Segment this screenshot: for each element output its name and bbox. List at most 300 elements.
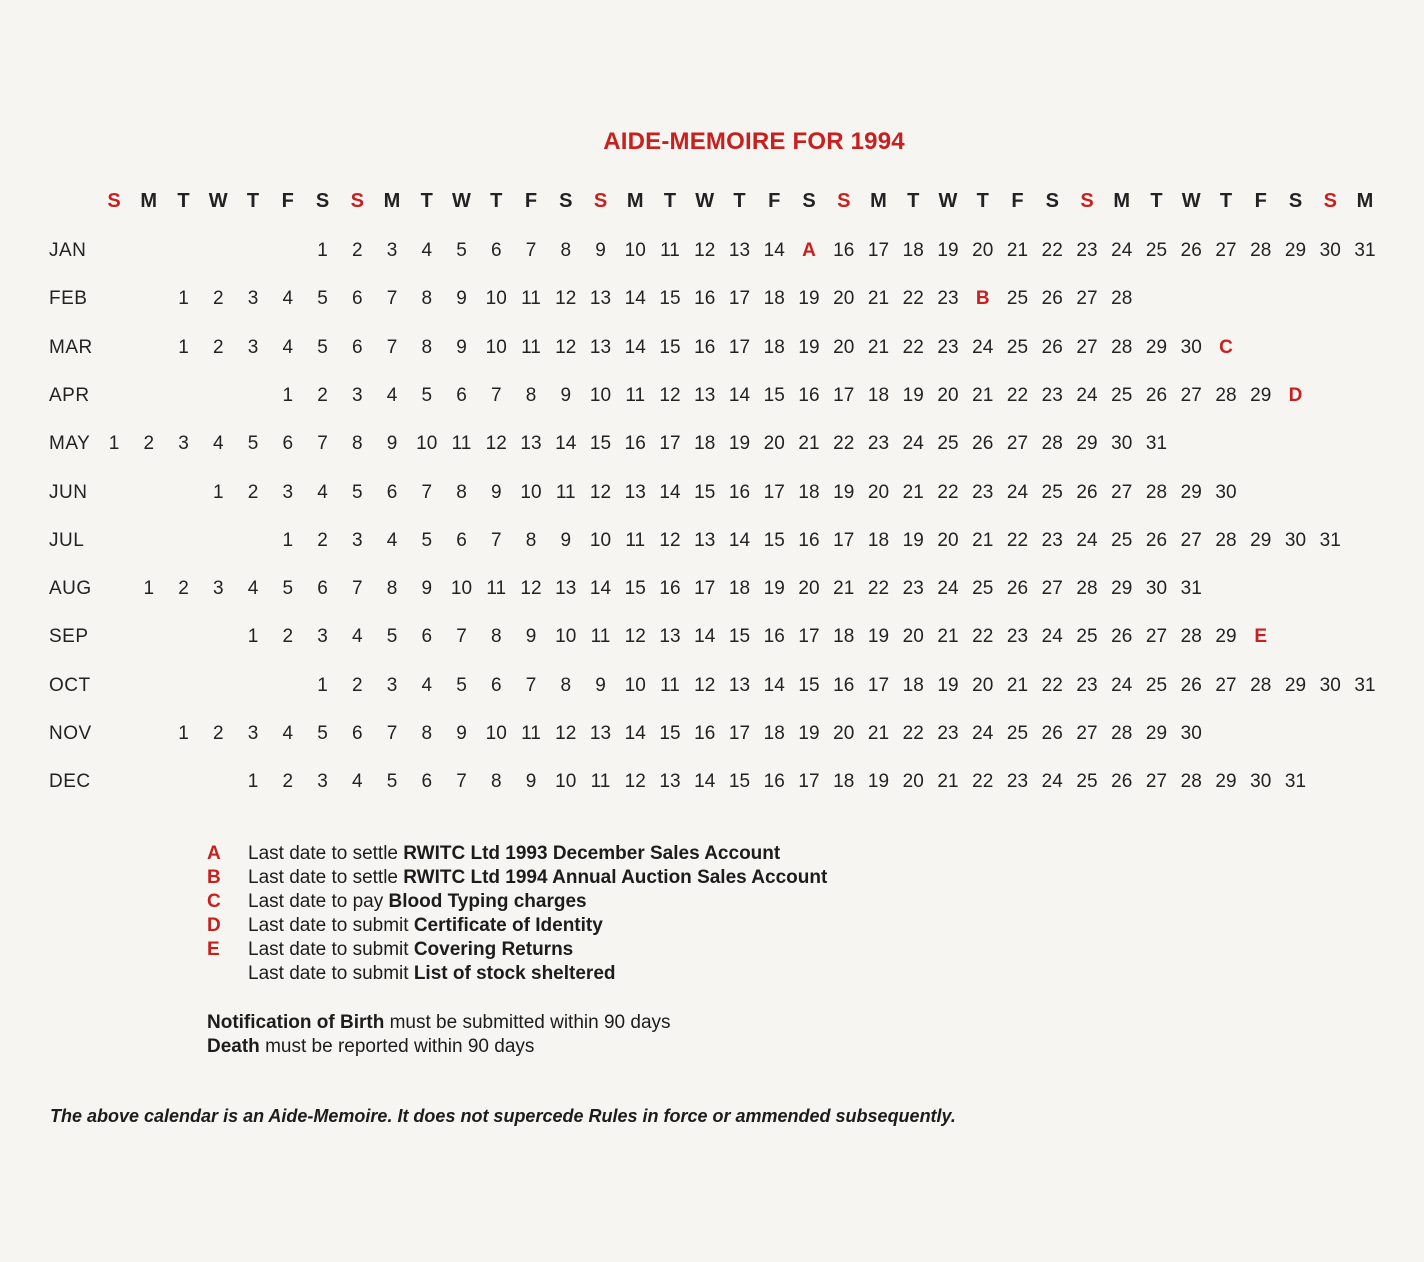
legend-letter: D xyxy=(207,915,221,936)
day-number: 26 xyxy=(1180,674,1202,696)
day-number: 17 xyxy=(763,481,785,503)
day-number: 10 xyxy=(485,336,507,358)
day-number: 10 xyxy=(485,288,507,310)
day-number: 18 xyxy=(763,336,785,358)
day-number: 25 xyxy=(1006,723,1029,744)
weekday-header: S xyxy=(1288,190,1303,212)
day-number: 3 xyxy=(351,529,363,551)
day-number: 7 xyxy=(317,433,328,455)
day-number: 14 xyxy=(763,674,785,696)
weekday-header: W xyxy=(938,190,958,212)
day-number: 7 xyxy=(351,578,363,600)
day-number: 18 xyxy=(902,674,924,696)
day-number: 7 xyxy=(386,723,398,744)
day-number: 12 xyxy=(694,240,716,261)
month-row-nov xyxy=(0,723,1424,753)
day-number: 17 xyxy=(659,433,681,455)
day-number: 16 xyxy=(798,529,820,551)
month-label: AUG xyxy=(49,578,92,600)
legend-text-subject: Certificate of Identity xyxy=(413,915,603,936)
legend-text-subject: RWITC Ltd 1993 December Sales Account xyxy=(403,843,781,864)
day-number: 27 xyxy=(1076,336,1098,358)
day-number: 8 xyxy=(560,674,572,696)
day-number: 24 xyxy=(1111,674,1133,696)
day-number: 22 xyxy=(833,433,855,455)
day-number: 30 xyxy=(1250,771,1272,793)
day-number: 16 xyxy=(659,578,681,600)
day-number: 25 xyxy=(1041,481,1063,503)
day-number: 1 xyxy=(178,723,189,744)
day-number: 4 xyxy=(282,336,294,358)
weekday-header: T xyxy=(663,190,677,212)
day-number: 1 xyxy=(282,384,294,406)
weekday-header: W xyxy=(695,190,715,212)
day-number: 22 xyxy=(937,481,959,503)
deadline-marker: C xyxy=(1219,336,1233,358)
legend-text-subject: List of stock sheltered xyxy=(413,963,616,984)
day-number: 8 xyxy=(560,240,572,261)
day-number: 4 xyxy=(351,771,363,793)
day-number: 21 xyxy=(1006,674,1029,696)
day-number: 6 xyxy=(351,723,363,744)
day-number: 9 xyxy=(456,336,467,358)
day-number: 1 xyxy=(178,288,189,310)
day-number: 27 xyxy=(1180,384,1202,406)
legend-text xyxy=(248,962,616,986)
day-number: 8 xyxy=(351,433,363,455)
weekday-header: T xyxy=(177,190,190,212)
weekday-header: T xyxy=(1219,190,1233,212)
weekday-header: S xyxy=(593,190,608,212)
day-number: 20 xyxy=(833,288,855,310)
day-number: 12 xyxy=(555,336,577,358)
day-number: 5 xyxy=(421,529,433,551)
day-number: 11 xyxy=(451,433,472,455)
day-number: 18 xyxy=(763,288,785,310)
day-number: 2 xyxy=(317,384,328,406)
day-number: 22 xyxy=(1006,384,1029,406)
day-number: 13 xyxy=(589,288,612,310)
day-number: 13 xyxy=(589,723,612,744)
day-number: 27 xyxy=(1215,674,1237,696)
day-number: 21 xyxy=(833,578,855,600)
legend-letter: B xyxy=(207,867,221,888)
month-row-dec xyxy=(0,771,1424,801)
day-number: 21 xyxy=(1006,240,1029,261)
day-number: 10 xyxy=(485,723,507,744)
day-number: 13 xyxy=(659,626,681,648)
day-number: 6 xyxy=(317,578,328,600)
day-number: 25 xyxy=(1145,240,1168,261)
day-number: 6 xyxy=(490,240,502,261)
day-number: 3 xyxy=(351,384,363,406)
day-number: 2 xyxy=(212,288,224,310)
day-number: 19 xyxy=(867,771,890,793)
day-number: 13 xyxy=(728,674,751,696)
day-number: 9 xyxy=(386,433,398,455)
day-number: 11 xyxy=(660,240,680,261)
day-number: 16 xyxy=(694,336,716,358)
day-number: 14 xyxy=(624,723,646,744)
day-number: 31 xyxy=(1284,771,1307,793)
legend-text xyxy=(248,866,827,890)
day-number: 26 xyxy=(1111,771,1133,793)
note-subject: Death xyxy=(207,1036,260,1057)
day-number: 5 xyxy=(317,288,328,310)
weekday-header: F xyxy=(768,190,781,212)
day-number: 5 xyxy=(421,384,433,406)
weekday-header: W xyxy=(208,190,228,212)
day-number: 5 xyxy=(351,481,363,503)
deadline-marker: A xyxy=(802,240,816,261)
day-number: 27 xyxy=(1145,771,1168,793)
day-number: 28 xyxy=(1111,288,1133,310)
day-number: 1 xyxy=(247,626,259,648)
weekday-header: T xyxy=(976,190,989,212)
day-number: 17 xyxy=(728,288,751,310)
day-number: 30 xyxy=(1215,481,1237,503)
weekday-header: T xyxy=(907,190,920,212)
day-number: 28 xyxy=(1250,674,1272,696)
day-number: 10 xyxy=(624,240,646,261)
day-number: 24 xyxy=(1076,529,1098,551)
day-number: 3 xyxy=(317,626,328,648)
weekday-header: M xyxy=(383,190,401,212)
day-number: 10 xyxy=(416,433,438,455)
weekday-header: F xyxy=(1011,190,1024,212)
month-label: JUL xyxy=(49,529,85,551)
day-number: 25 xyxy=(1006,288,1029,310)
day-number: 15 xyxy=(694,481,716,503)
day-number: 10 xyxy=(555,771,577,793)
day-number: 19 xyxy=(798,336,820,358)
day-number: 31 xyxy=(1354,240,1376,261)
day-number: 2 xyxy=(351,674,363,696)
day-number: 23 xyxy=(902,578,924,600)
day-number: 23 xyxy=(1041,384,1063,406)
day-number: 9 xyxy=(595,240,606,261)
day-number: 17 xyxy=(867,240,890,261)
day-number: 11 xyxy=(521,288,541,310)
day-number: 13 xyxy=(659,771,681,793)
day-number: 28 xyxy=(1250,240,1272,261)
legend-letter: C xyxy=(207,891,221,912)
weekday-header: F xyxy=(281,190,294,212)
month-row-feb xyxy=(0,288,1424,318)
day-number: 5 xyxy=(317,336,328,358)
day-number: 15 xyxy=(728,626,751,648)
day-number: 18 xyxy=(833,626,855,648)
deadline-marker: E xyxy=(1254,626,1268,648)
month-label: SEP xyxy=(49,626,89,648)
day-number: 18 xyxy=(763,723,785,744)
day-number: 4 xyxy=(282,288,294,310)
day-number: 29 xyxy=(1250,384,1272,406)
notes xyxy=(207,1011,671,1059)
day-number: 14 xyxy=(694,626,716,648)
day-number: 29 xyxy=(1145,723,1168,744)
month-label: DEC xyxy=(49,771,91,793)
day-number: 23 xyxy=(937,336,959,358)
weekday-header: S xyxy=(837,190,851,212)
day-number: 4 xyxy=(212,433,224,455)
weekday-header: S xyxy=(1323,190,1337,212)
day-number: 12 xyxy=(624,626,646,648)
day-number: 3 xyxy=(247,723,259,744)
day-number: 16 xyxy=(833,674,855,696)
legend-text-subject: RWITC Ltd 1994 Annual Auction Sales Account xyxy=(403,867,828,888)
day-number: 11 xyxy=(590,771,611,793)
day-number: 27 xyxy=(1006,433,1029,455)
day-number: 30 xyxy=(1111,433,1133,455)
day-number: 20 xyxy=(867,481,890,503)
day-number: 17 xyxy=(728,336,751,358)
day-number: 15 xyxy=(763,384,785,406)
day-number: 2 xyxy=(212,723,224,744)
day-number: 10 xyxy=(520,481,542,503)
day-number: 28 xyxy=(1076,578,1098,600)
day-number: 9 xyxy=(421,578,433,600)
day-number: 8 xyxy=(490,626,502,648)
day-number: 31 xyxy=(1180,578,1202,600)
day-number: 6 xyxy=(386,481,398,503)
day-number: 9 xyxy=(456,288,467,310)
day-number: 3 xyxy=(317,771,328,793)
day-number: 7 xyxy=(490,384,502,406)
day-number: 9 xyxy=(560,384,572,406)
day-number: 7 xyxy=(490,529,502,551)
day-number: 24 xyxy=(972,723,994,744)
day-number: 20 xyxy=(763,433,785,455)
day-number: 16 xyxy=(728,481,751,503)
day-number: 21 xyxy=(867,336,890,358)
day-number: 23 xyxy=(1076,674,1098,696)
weekday-header-row xyxy=(0,190,1424,220)
day-number: 6 xyxy=(351,288,363,310)
day-number: 14 xyxy=(659,481,681,503)
month-label: APR xyxy=(49,384,90,406)
day-number: 12 xyxy=(520,578,542,600)
month-label: NOV xyxy=(49,723,92,744)
day-number: 19 xyxy=(937,240,959,261)
day-number: 21 xyxy=(972,529,994,551)
day-number: 8 xyxy=(456,481,467,503)
month-label: MAR xyxy=(49,336,93,358)
month-row-jan xyxy=(0,240,1424,270)
day-number: 4 xyxy=(421,674,433,696)
day-number: 22 xyxy=(902,723,924,744)
day-number: 14 xyxy=(694,771,716,793)
day-number: 19 xyxy=(902,529,924,551)
day-number: 13 xyxy=(624,481,646,503)
month-row-jun xyxy=(0,482,1424,512)
day-number: 7 xyxy=(525,240,537,261)
day-number: 12 xyxy=(555,723,577,744)
day-number: 16 xyxy=(694,723,716,744)
day-number: 7 xyxy=(456,771,467,793)
legend-text-prefix: Last date to settle xyxy=(248,867,404,888)
day-number: 30 xyxy=(1180,336,1202,358)
legend-text xyxy=(248,842,780,866)
day-number: 17 xyxy=(867,674,890,696)
day-number: 3 xyxy=(247,336,259,358)
day-number: 14 xyxy=(589,578,612,600)
day-number: 16 xyxy=(694,288,716,310)
day-number: 3 xyxy=(386,674,398,696)
legend-text xyxy=(248,890,587,914)
weekday-header: M xyxy=(1113,190,1131,212)
month-row-may xyxy=(0,433,1424,463)
day-number: 14 xyxy=(728,384,751,406)
day-number: 18 xyxy=(902,240,924,261)
day-number: 15 xyxy=(659,723,681,744)
day-number: 14 xyxy=(624,288,646,310)
day-number: 29 xyxy=(1250,529,1272,551)
weekday-header: M xyxy=(870,190,887,212)
day-number: 28 xyxy=(1145,481,1168,503)
day-number: 29 xyxy=(1215,771,1237,793)
day-number: 25 xyxy=(972,578,994,600)
day-number: 11 xyxy=(590,626,611,648)
day-number: 27 xyxy=(1145,626,1168,648)
day-number: 23 xyxy=(1006,771,1029,793)
day-number: 29 xyxy=(1215,626,1237,648)
day-number: 9 xyxy=(595,674,606,696)
legend-text-prefix: Last date to pay xyxy=(248,891,389,912)
day-number: 4 xyxy=(247,578,259,600)
day-number: 5 xyxy=(456,674,467,696)
day-number: 22 xyxy=(1041,240,1063,261)
day-number: 14 xyxy=(728,529,751,551)
day-number: 28 xyxy=(1180,771,1202,793)
day-number: 29 xyxy=(1284,240,1307,261)
day-number: 24 xyxy=(1041,771,1063,793)
month-row-sep xyxy=(0,626,1424,656)
day-number: 21 xyxy=(867,288,890,310)
day-number: 27 xyxy=(1180,529,1202,551)
weekday-header: S xyxy=(1080,190,1094,212)
day-number: 11 xyxy=(521,723,541,744)
day-number: 2 xyxy=(282,626,294,648)
day-number: 8 xyxy=(421,723,433,744)
weekday-header: S xyxy=(350,190,364,212)
day-number: 26 xyxy=(1145,384,1168,406)
day-number: 26 xyxy=(1041,723,1063,744)
day-number: 27 xyxy=(1111,481,1133,503)
day-number: 21 xyxy=(972,384,994,406)
day-number: 20 xyxy=(937,384,959,406)
day-number: 8 xyxy=(525,529,537,551)
day-number: 23 xyxy=(972,481,994,503)
day-number: 22 xyxy=(1041,674,1063,696)
day-number: 16 xyxy=(833,240,855,261)
note-subject: Notification of Birth xyxy=(207,1012,385,1033)
day-number: 16 xyxy=(798,384,820,406)
day-number: 29 xyxy=(1180,481,1202,503)
month-label: MAY xyxy=(49,433,91,455)
day-number: 24 xyxy=(937,578,959,600)
day-number: 25 xyxy=(937,433,959,455)
day-number: 1 xyxy=(317,674,328,696)
day-number: 12 xyxy=(659,529,681,551)
deadline-marker: B xyxy=(975,288,990,310)
day-number: 5 xyxy=(456,240,467,261)
day-number: 29 xyxy=(1076,433,1098,455)
day-number: 26 xyxy=(1006,578,1029,600)
day-number: 19 xyxy=(763,578,785,600)
day-number: 9 xyxy=(560,529,572,551)
day-number: 27 xyxy=(1041,578,1063,600)
day-number: 18 xyxy=(867,529,890,551)
day-number: 19 xyxy=(833,481,855,503)
day-number: 29 xyxy=(1284,674,1307,696)
day-number: 20 xyxy=(972,674,994,696)
day-number: 4 xyxy=(282,723,294,744)
day-number: 3 xyxy=(282,481,294,503)
day-number: 25 xyxy=(1145,674,1168,696)
day-number: 16 xyxy=(763,771,785,793)
day-number: 29 xyxy=(1145,336,1168,358)
day-number: 30 xyxy=(1145,578,1168,600)
day-number: 17 xyxy=(833,384,855,406)
month-row-mar xyxy=(0,337,1424,367)
day-number: 12 xyxy=(624,771,646,793)
day-number: 13 xyxy=(589,336,612,358)
day-number: 11 xyxy=(521,336,541,358)
day-number: 15 xyxy=(659,288,681,310)
legend-text-prefix: Last date to submit xyxy=(248,915,414,936)
day-number: 19 xyxy=(798,723,820,744)
day-number: 15 xyxy=(763,529,785,551)
day-number: 6 xyxy=(456,529,467,551)
legend-text-subject: Covering Returns xyxy=(413,939,574,960)
day-number: 18 xyxy=(728,578,751,600)
weekday-header: M xyxy=(1356,190,1374,212)
day-number: 22 xyxy=(972,626,994,648)
weekday-header: T xyxy=(246,190,260,212)
day-number: 5 xyxy=(386,626,398,648)
weekday-header: S xyxy=(315,190,330,212)
day-number: 28 xyxy=(1215,529,1237,551)
day-number: 24 xyxy=(1111,240,1133,261)
day-number: 9 xyxy=(456,723,467,744)
weekday-header: T xyxy=(490,190,503,212)
day-number: 22 xyxy=(972,771,994,793)
day-number: 25 xyxy=(1111,384,1133,406)
day-number: 6 xyxy=(456,384,467,406)
day-number: 7 xyxy=(525,674,537,696)
day-number: 30 xyxy=(1180,723,1202,744)
day-number: 17 xyxy=(694,578,716,600)
day-number: 20 xyxy=(833,723,855,744)
day-number: 24 xyxy=(1076,384,1098,406)
day-number: 20 xyxy=(972,240,994,261)
day-number: 18 xyxy=(694,433,716,455)
day-number: 7 xyxy=(456,626,467,648)
day-number: 22 xyxy=(1006,529,1029,551)
day-number: 6 xyxy=(282,433,294,455)
note-line xyxy=(207,1011,671,1035)
day-number: 15 xyxy=(589,433,612,455)
weekday-header: S xyxy=(802,190,816,212)
day-number: 23 xyxy=(1076,240,1098,261)
weekday-header: W xyxy=(1181,190,1201,212)
day-number: 12 xyxy=(659,384,681,406)
legend-text-prefix: Last date to settle xyxy=(248,843,404,864)
month-row-oct xyxy=(0,675,1424,705)
day-number: 30 xyxy=(1319,674,1341,696)
legend-text-prefix: Last date to submit xyxy=(248,939,414,960)
